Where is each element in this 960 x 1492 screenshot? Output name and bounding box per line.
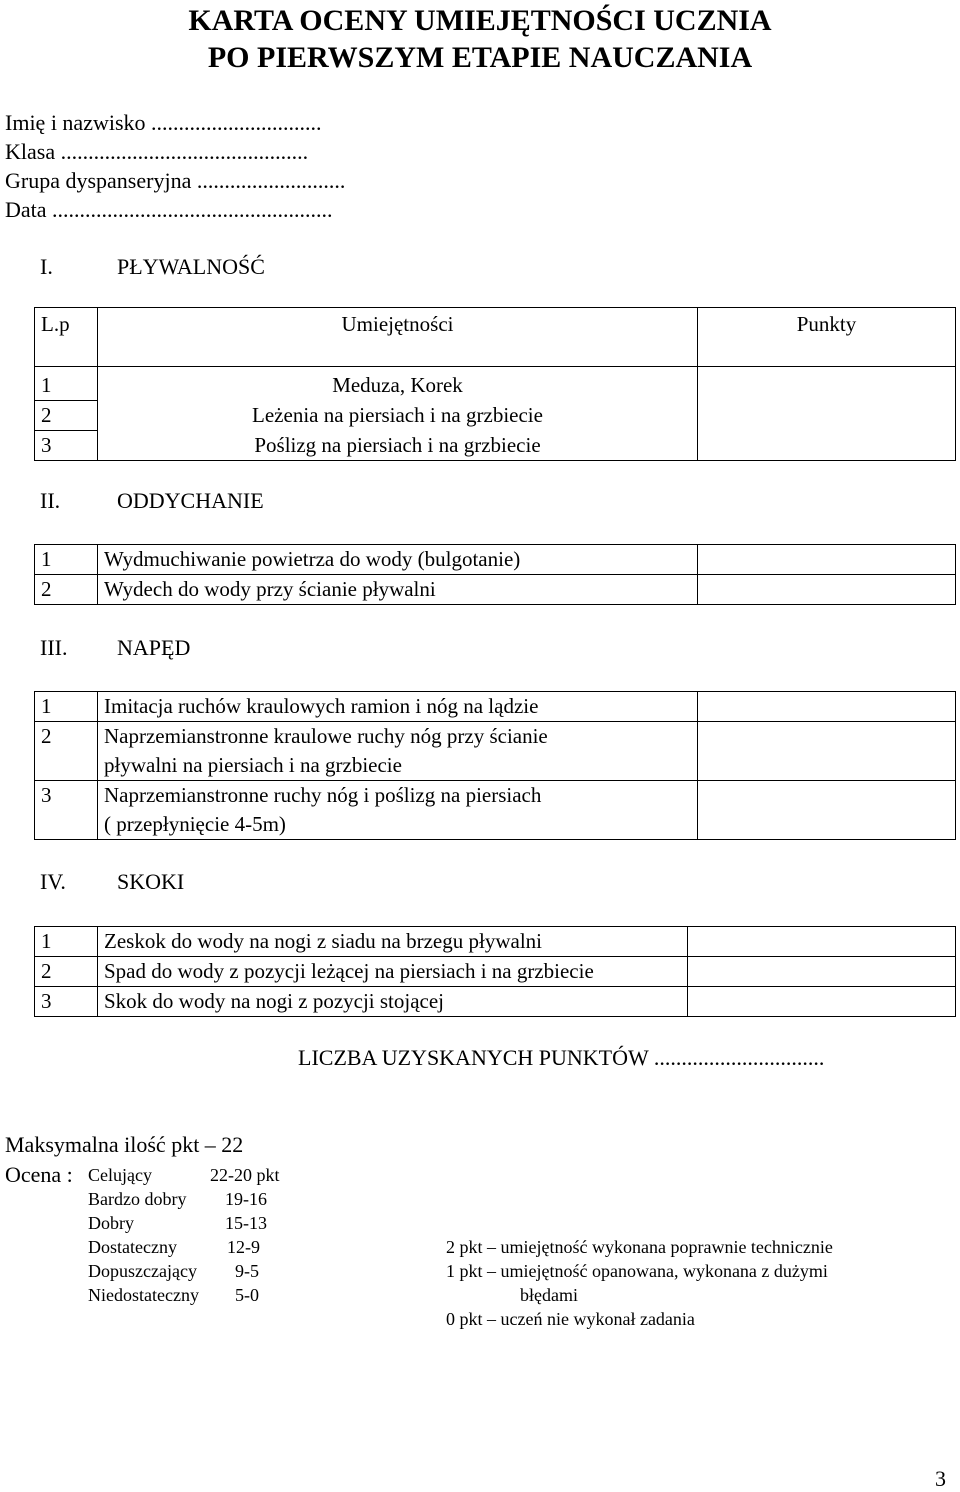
points-cell [688, 957, 956, 987]
grade-name: Dobry [88, 1213, 134, 1233]
skill-text [98, 722, 698, 781]
skill-text-line-1: Naprzemianstronne ruchy nóg i poślizg na piersiach [104, 783, 542, 807]
grade-name: Dopuszczający [88, 1261, 197, 1281]
points-cell [698, 575, 956, 605]
skill-text-line-2: pływalni na piersiach i na grzbiecie [104, 753, 402, 777]
skill-text: Zeskok do wody na nogi z siadu na brzegu pływalni [98, 927, 688, 957]
section-2-number: II. [40, 488, 61, 513]
skill-text: Skok do wody na nogi z pozycji stojącej [98, 987, 688, 1017]
table-row [35, 957, 956, 987]
date-field: Data ................................................... [5, 197, 333, 222]
scoring-1pt-cont: błędami [520, 1285, 578, 1305]
section-4-title: SKOKI [117, 869, 185, 894]
section-2-table [34, 544, 956, 605]
row-number: 3 [35, 431, 98, 461]
table-row [35, 722, 956, 781]
skill-text-line-1: Naprzemianstronne kraulowe ruchy nóg przy ścianie [104, 724, 548, 748]
row-number: 3 [35, 781, 98, 840]
points-cell [698, 545, 956, 575]
points-cell [698, 692, 956, 722]
row-number: 2 [35, 401, 98, 431]
table-header-row [35, 308, 956, 367]
row-number: 3 [35, 987, 98, 1017]
row-number: 2 [35, 722, 98, 781]
points-cell [688, 987, 956, 1017]
row-number: 1 [35, 545, 98, 575]
header-skills: Umiejętności [98, 308, 698, 367]
points-cell [698, 722, 956, 781]
table-row [35, 692, 956, 722]
skill-text: Wydech do wody przy ścianie pływalni [98, 575, 698, 605]
table-row [35, 927, 956, 957]
grade-range: 22-20 pkt [210, 1165, 280, 1185]
page-number: 3 [935, 1466, 946, 1491]
section-1-number: I. [40, 254, 53, 279]
scoring-2pt: 2 pkt – umiejętność wykonana poprawnie technicznie [446, 1237, 833, 1257]
table-row [35, 367, 956, 401]
section-4-number: IV. [40, 869, 66, 894]
max-points: Maksymalna ilość pkt – 22 [5, 1132, 244, 1157]
document-title-line-2: PO PIERWSZYM ETAPIE NAUCZANIA [207, 41, 753, 74]
skill-text: Meduza, Korek [98, 367, 698, 401]
total-points-line: LICZBA UZYSKANYCH PUNKTÓW ............................... [298, 1045, 825, 1070]
group-field: Grupa dyspanseryjna ........................... [5, 168, 346, 193]
table-row [35, 987, 956, 1017]
skill-text-line-2: ( przepłynięcie 4-5m) [104, 812, 286, 836]
scoring-1pt: 1 pkt – umiejętność opanowana, wykonana z dużymi [446, 1261, 828, 1281]
table-row [35, 545, 956, 575]
section-1-title: PŁYWALNOŚĆ [117, 254, 265, 279]
skill-text: Wydmuchiwanie powietrza do wody (bulgotanie) [98, 545, 698, 575]
row-number: 2 [35, 575, 98, 605]
grade-name: Niedostateczny [88, 1285, 199, 1305]
grade-range: 9-5 [235, 1261, 259, 1281]
skill-text [98, 781, 698, 840]
section-3-title: NAPĘD [117, 635, 191, 660]
grade-range: 5-0 [235, 1285, 259, 1305]
header-points: Punkty [698, 308, 956, 367]
skill-text: Leżenia na piersiach i na grzbiecie [98, 401, 698, 431]
grade-name: Bardzo dobry [88, 1189, 187, 1209]
points-cell [688, 927, 956, 957]
section-4-table [34, 926, 956, 1017]
table-row [35, 575, 956, 605]
skill-text: Imitacja ruchów kraulowych ramion i nóg na lądzie [98, 692, 698, 722]
grade-range: 15-13 [225, 1213, 267, 1233]
points-cell [698, 367, 956, 461]
section-2-title: ODDYCHANIE [117, 488, 264, 513]
row-number: 1 [35, 692, 98, 722]
grade-range: 19-16 [225, 1189, 267, 1209]
grade-name: Celujący [88, 1165, 152, 1185]
row-number: 2 [35, 957, 98, 987]
section-3-number: III. [40, 635, 68, 660]
scoring-0pt: 0 pkt – uczeń nie wykonał zadania [446, 1309, 695, 1329]
document-title-line-1: KARTA OCENY UMIEJĘTNOŚCI UCZNIA [188, 4, 772, 37]
class-field: Klasa ............................................. [5, 139, 309, 164]
section-1-table [34, 307, 956, 461]
row-number: 1 [35, 927, 98, 957]
grade-name: Dostateczny [88, 1237, 177, 1257]
header-lp: L.p [35, 308, 98, 367]
grade-range: 12-9 [227, 1237, 260, 1257]
points-cell [698, 781, 956, 840]
table-row [35, 781, 956, 840]
section-3-table [34, 691, 956, 840]
skill-text: Poślizg na piersiach i na grzbiecie [98, 431, 698, 461]
name-field: Imię i nazwisko ............................... [5, 110, 322, 135]
skill-text: Spad do wody z pozycji leżącej na piersiach i na grzbiecie [98, 957, 688, 987]
grade-label: Ocena : [5, 1162, 73, 1187]
row-number: 1 [35, 367, 98, 401]
